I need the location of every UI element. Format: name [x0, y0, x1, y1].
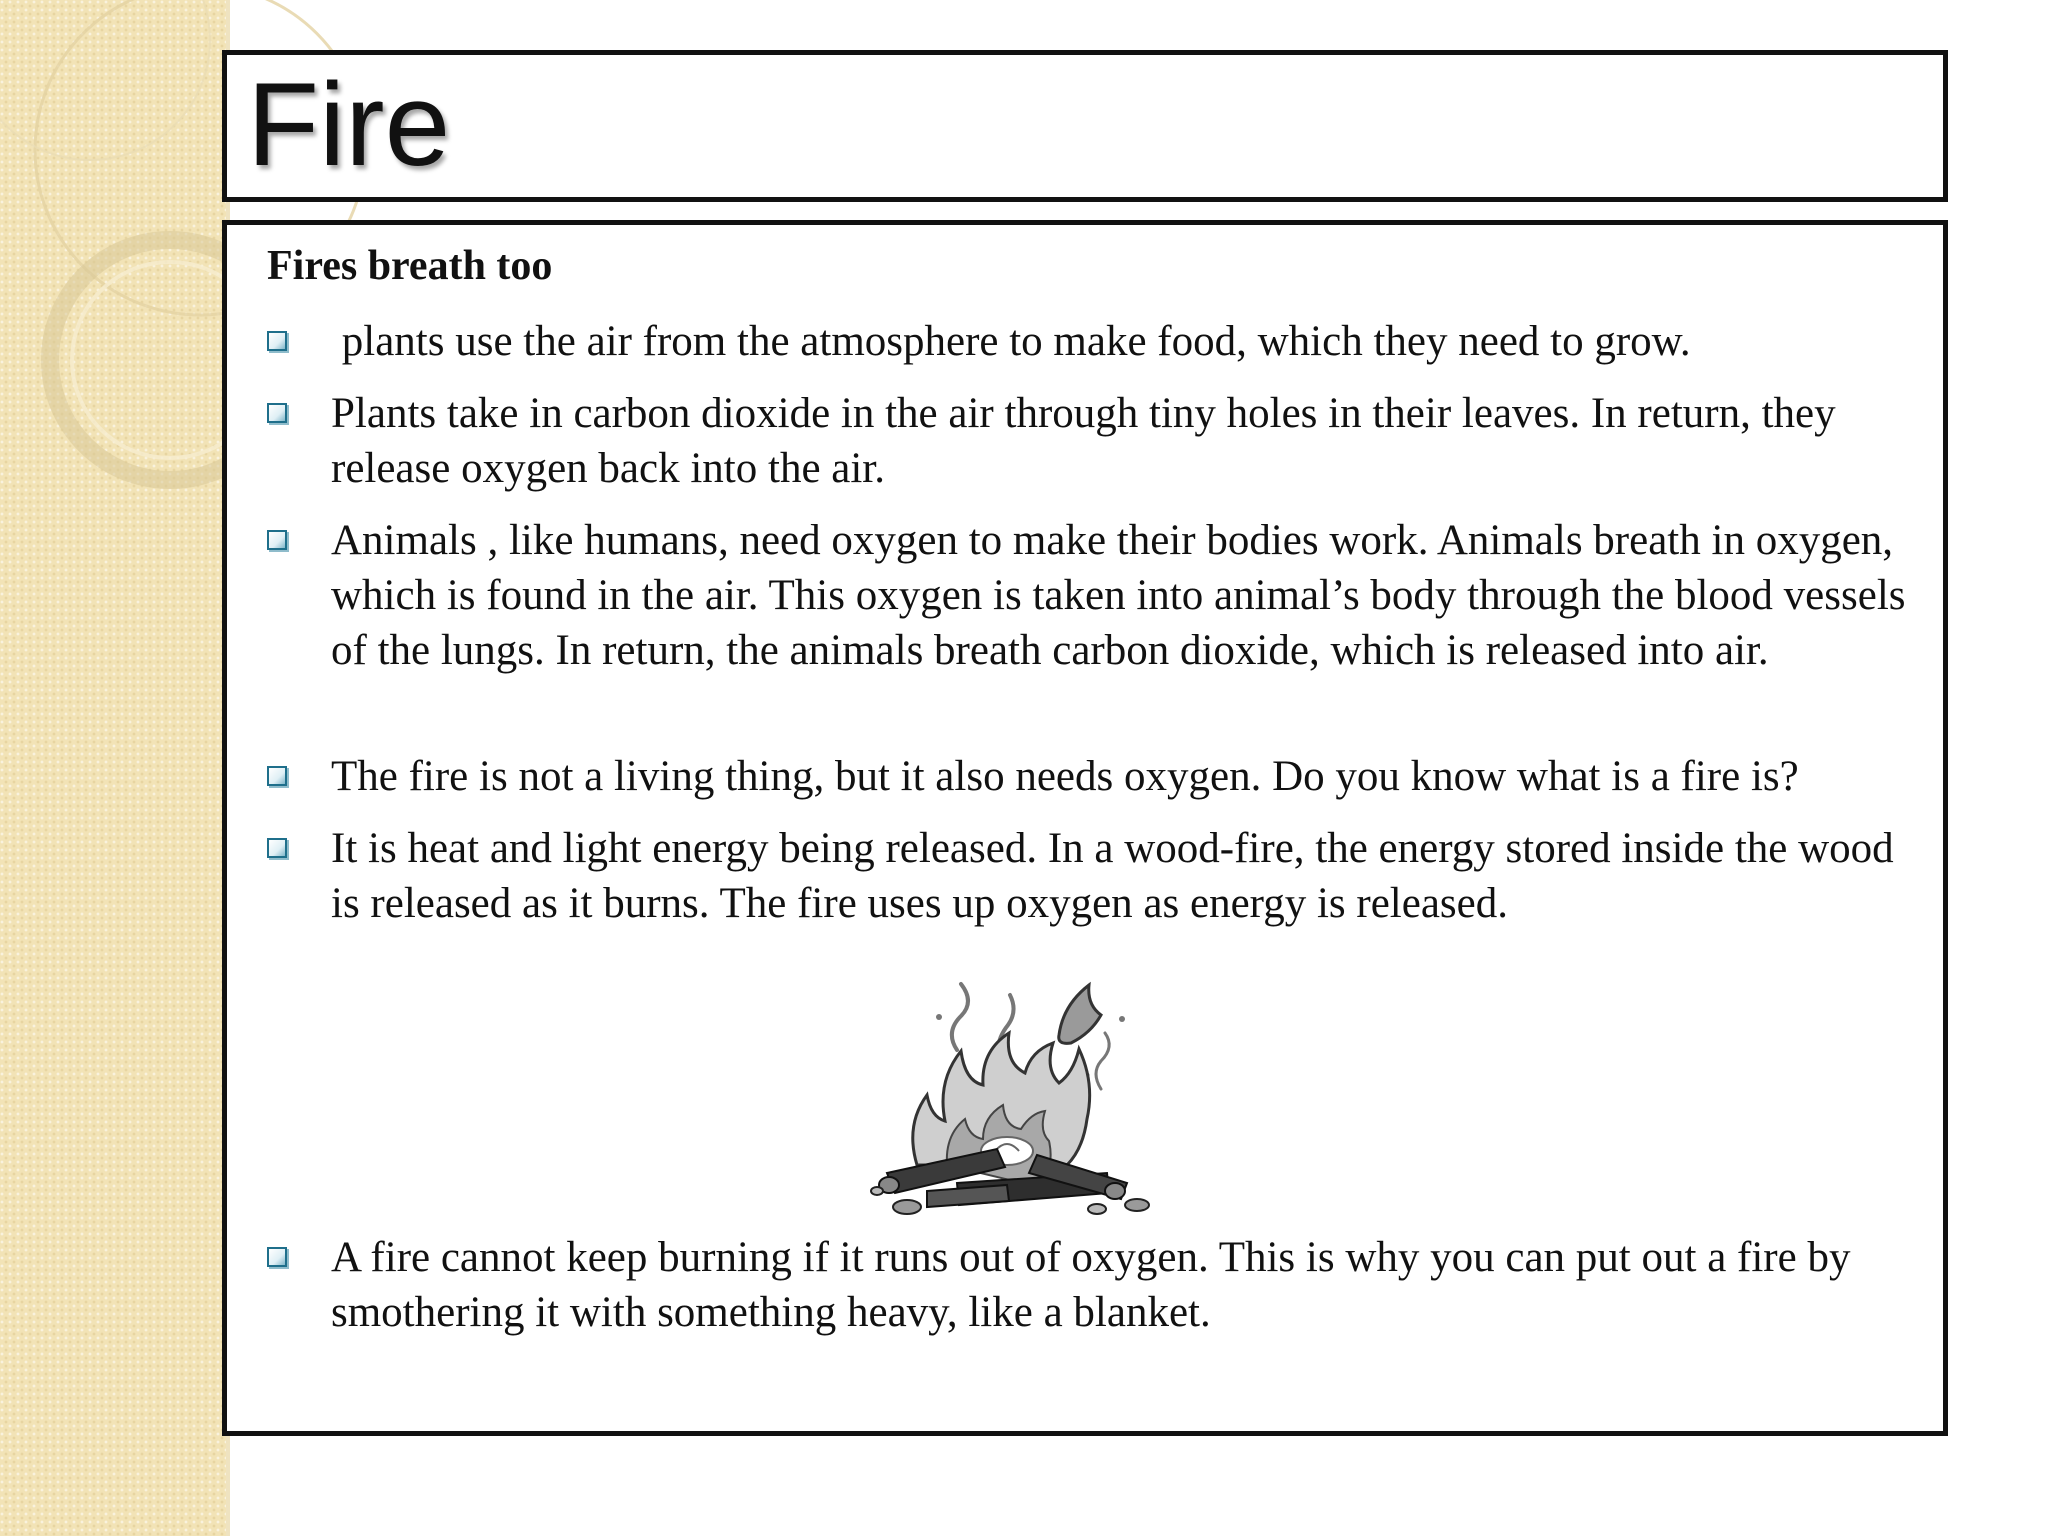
square-checkbox-icon: [267, 386, 331, 496]
slide-title: Fire: [247, 59, 451, 191]
list-item: [267, 386, 1917, 496]
list-item: [267, 513, 1917, 678]
list-item: [267, 1230, 1917, 1340]
bullet-text: The fire is not a living thing, but it also needs oxygen. Do you know what is a fire is?: [331, 753, 1799, 800]
square-checkbox-icon: [267, 513, 331, 678]
bullet-text: plants use the air from the atmosphere to make food, which they need to grow.: [331, 318, 1691, 365]
list-item: [267, 314, 1917, 369]
square-checkbox-icon: [267, 1230, 331, 1340]
campfire-icon: [847, 955, 1167, 1215]
list-item: [267, 749, 1917, 804]
square-checkbox-icon: [267, 314, 331, 369]
title-box: [222, 50, 1948, 202]
square-checkbox-icon: [267, 821, 331, 931]
bullet-text: Plants take in carbon dioxide in the air through tiny holes in their leaves. In return, they release oxygen back into the air.: [331, 390, 1836, 492]
section-heading: Fires breath too: [267, 243, 553, 289]
bullet-text: A fire cannot keep burning if it runs out of oxygen. This is why you can put out a fire by smothering it with something heavy, like a blanket.: [331, 1234, 1851, 1336]
square-checkbox-icon: [267, 749, 331, 804]
content-box: [222, 220, 1948, 1436]
list-item: [267, 821, 1917, 931]
bullet-text: Animals , like humans, need oxygen to make their bodies work. Animals breath in oxygen, which is found in the air. This oxygen is taken into animal’s body through the blood vessels of the lungs. In return, the animals breath carbon dioxide, which is released into air.: [331, 517, 1906, 674]
bullet-text: It is heat and light energy being released. In a wood-fire, the energy stored inside the wood is released as it burns. The fire uses up oxygen as energy is released.: [331, 825, 1894, 927]
